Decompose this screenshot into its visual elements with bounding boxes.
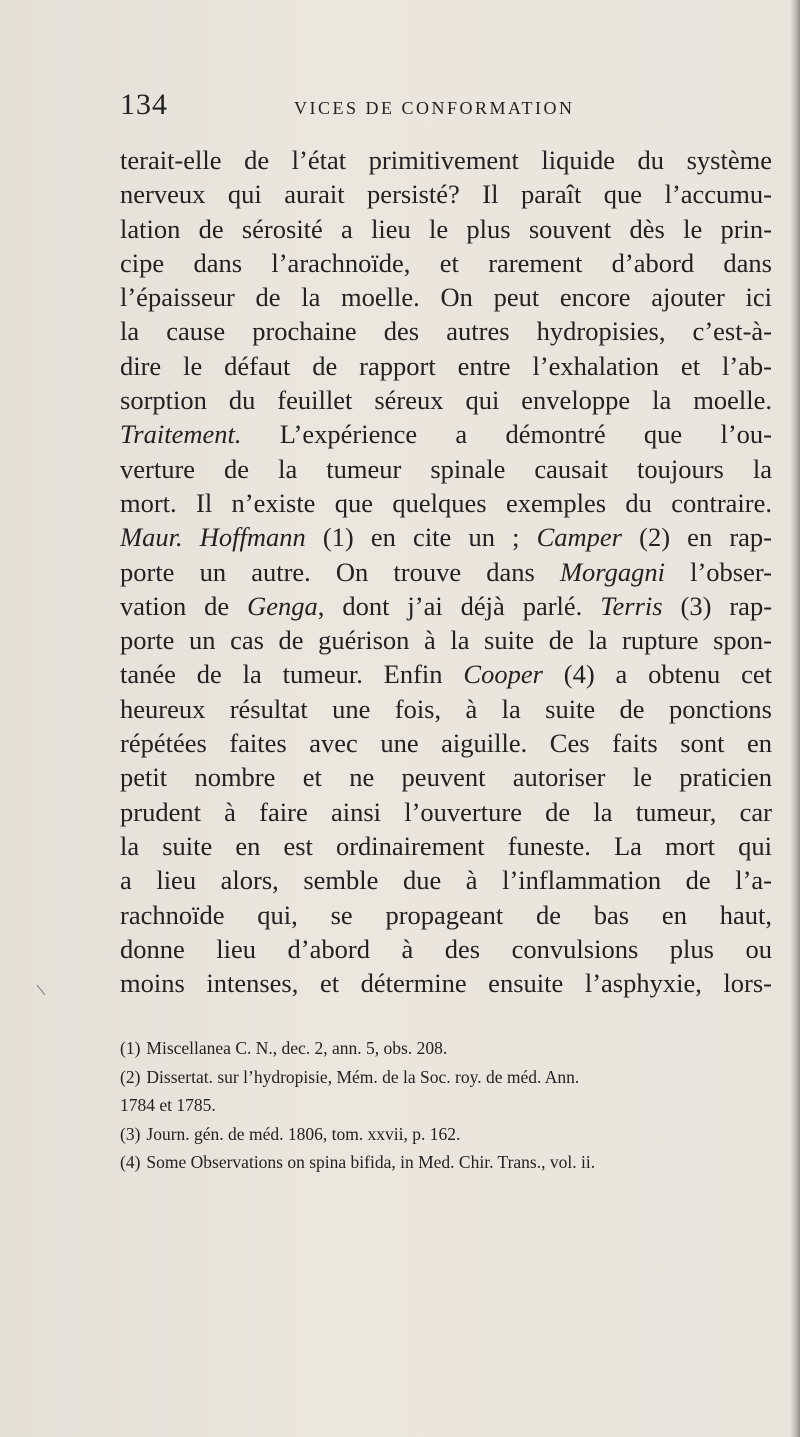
margin-mark-icon <box>36 984 46 996</box>
text-line: heureux résultat une fois, à la suite de ponctions <box>120 693 772 724</box>
footnote <box>120 1063 772 1092</box>
running-title: VICES DE CONFORMATION <box>294 98 575 118</box>
footnote-text: Miscellanea C. N., dec. 2, ann. 5, obs. 208. <box>146 1038 448 1058</box>
text-line: cipe dans l’arachnoïde, et rarement d’abord dans <box>120 247 772 278</box>
page-number: 134 <box>120 88 168 121</box>
footnote <box>120 1034 772 1063</box>
text-line: l’épaisseur de la moelle. On peut encore ajouter ici <box>120 282 772 313</box>
text-line: porte un cas de guérison à la suite de la rupture spon- <box>120 625 772 656</box>
text-line: petit nombre et ne peuvent autoriser le praticien <box>120 762 772 793</box>
footnote-number: (1) <box>120 1038 141 1058</box>
text-line: nerveux qui aurait persisté? Il paraît que l’accumu- <box>120 179 772 210</box>
text-line: répétées faites avec une aiguille. Ces faits sont en <box>120 728 772 759</box>
text-line: vation de Genga, dont j’ai déjà parlé. Terris (3) rap- <box>120 590 772 621</box>
text-line: dire le défaut de rapport entre l’exhalation et l’ab- <box>120 350 772 381</box>
text-line: Maur. Hoffmann (1) en cite un ; Camper (2) en rap- <box>120 522 772 553</box>
text-line: tanée de la tumeur. Enfin Cooper (4) a obtenu cet <box>120 659 772 690</box>
text-line: sorption du feuillet séreux qui enveloppe la moelle. <box>120 385 772 416</box>
text-line: rachnoïde qui, se propageant de bas en haut, <box>120 899 772 930</box>
text-line: verture de la tumeur spinale causait toujours la <box>120 453 772 484</box>
text-line: terait-elle de l’état primitivement liquide du système <box>120 145 772 175</box>
footnote-number: (3) <box>120 1123 141 1144</box>
footnotes <box>120 1034 772 1177</box>
text-line: lation de sérosité a lieu le plus souvent dès le prin- <box>120 213 772 244</box>
footnote-number: (2) <box>120 1066 141 1087</box>
footnote-text: Some Observations on spina bifida, in Med. Chir. Trans., vol. ii. <box>146 1152 596 1172</box>
footnote-text: Dissertat. sur l’hydropisie, Mém. de la Soc. roy. de méd. Ann. <box>146 1066 580 1087</box>
text-line: a lieu alors, semble due à l’inflammation de l’a- <box>120 865 772 896</box>
page-edge-shadow <box>790 0 800 1437</box>
text-line: la suite en est ordinairement funeste. La mort qui <box>120 830 772 861</box>
footnote <box>120 1120 772 1149</box>
text-line: Traitement. L’expérience a démontré que l’ou- <box>120 419 772 450</box>
text-line: donne lieu d’abord à des convulsions plus ou <box>120 933 772 964</box>
footnote-number: (4) <box>120 1152 141 1172</box>
text-line: porte un autre. On trouve dans Morgagni l’obser- <box>120 556 772 587</box>
text-line: mort. Il n’existe que quelques exemples du contraire. <box>120 487 772 518</box>
text-line: moins intenses, et détermine ensuite l’asphyxie, lors- <box>120 968 772 999</box>
footnote <box>120 1148 772 1177</box>
footnote <box>120 1091 772 1120</box>
body-text <box>120 143 772 1000</box>
footnote-text: Journ. gén. de méd. 1806, tom. xxvii, p. 162. <box>146 1123 461 1144</box>
text-line: prudent à faire ainsi l’ouverture de la tumeur, car <box>120 796 772 827</box>
footnote-text: 1784 et 1785. <box>120 1095 216 1115</box>
text-line: la cause prochaine des autres hydropisies, c’est-à- <box>120 316 772 347</box>
page-header <box>120 88 770 128</box>
